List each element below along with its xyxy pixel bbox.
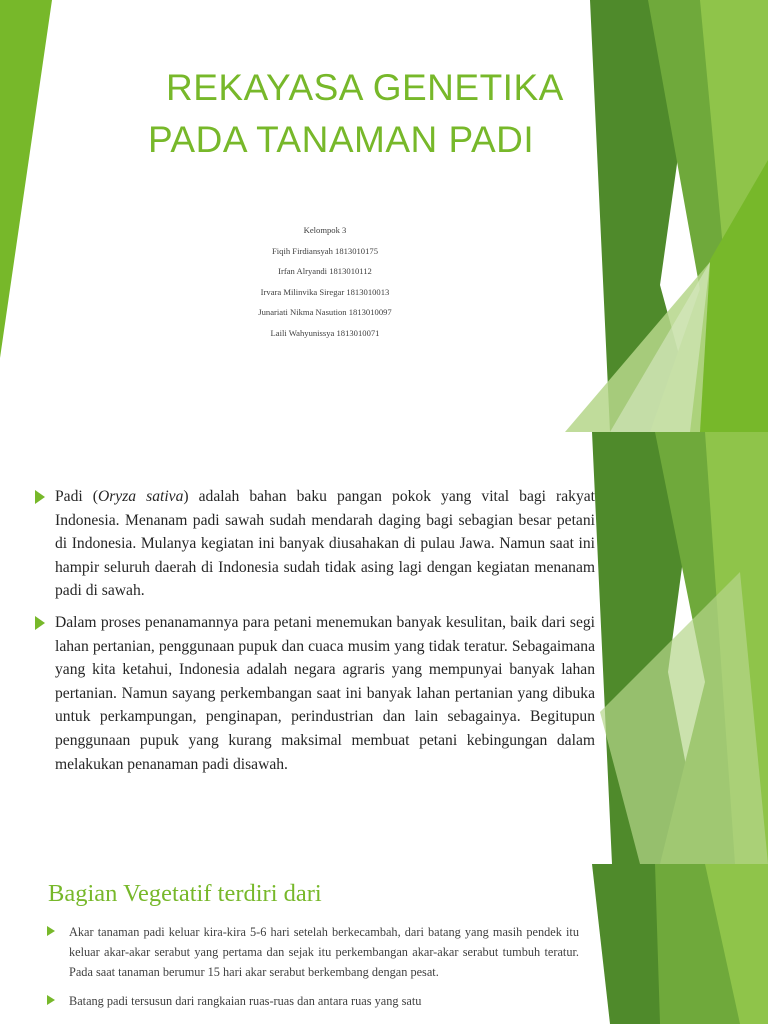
title-line-1: REKAYASA GENETIKA [166,67,564,108]
triangle-bullet-icon [47,926,55,936]
group-label: Kelompok 3 [303,225,347,235]
authors-block [180,220,470,343]
slide-title [148,62,588,166]
left-green-wedge [0,0,52,358]
triangle-bullet-icon [35,490,45,504]
triangle-bullet-icon [35,616,45,630]
author-name: Irfan Alryandi 1813010112 [278,266,372,276]
author-name: Fiqih Firdiansyah 1813010175 [272,245,378,256]
bullet-list [44,922,579,1019]
triangle-bullet-icon [47,995,55,1005]
scientific-name: Oryza sativa [97,488,184,505]
list-item: Batang padi tersusun dari rangkaian ruas-ruas dan antara ruas yang satu [44,991,579,1011]
title-line-2: PADA TANAMAN PADI [148,119,535,160]
bullet-list [32,485,595,784]
author-name: Laili Wahyunissya 1813010071 [270,327,380,338]
list-item: Dalam proses penanamannya para petani menemukan banyak kesulitan, baik dari segi lahan pertanian, penggunaan pupuk dan cuaca musim yang tidak teratur. Sebagaimana yang kita ketahui, Indonesia adalah negara agraris yang mempunyai banyak lahan pertanian. Namun sayang perkembangan saat ini banyak lahan pertanian yang dibuka untuk perkampungan, penginapan, perindustrian dan lain sebagainya. Begitupun penggunaan pupuk yang kurang maksimal membuat petani kebingungan dalam melakukan penanaman padi disawah. [32,611,595,776]
title-slide [0,0,768,432]
section-heading: Bagian Vegetatif terdiri dari [48,880,322,907]
author-name: Irvara Milinvika Siregar 1813010013 [260,286,390,297]
list-item: Padi (Oryza sativa) adalah bahan baku pangan pokok yang vital bagi rakyat Indonesia. Menanam padi sawah sudah mendarah daging bagi sebagian besar petani di Indonesia. Mulanya kegiatan ini banyak diusahakan di pulau Jawa. Namun saat ini hampir seluruh daerah di Indonesia sudah tidak asing lagi dengan kegiatan menanam padi di sawah. [32,485,595,603]
list-item: Akar tanaman padi keluar kira-kira 5-6 hari setelah berkecambah, dari batang yang masih pendek itu keluar akar-akar serabut yang pertama dan sejak itu perkembangan akar-akar serabut tumbuh teratur. Pada saat tanaman berumur 15 hari akar serabut berkembang dengan pesat. [44,922,579,983]
author-name: Junariati Nikma Nasution 1813010097 [258,307,392,317]
